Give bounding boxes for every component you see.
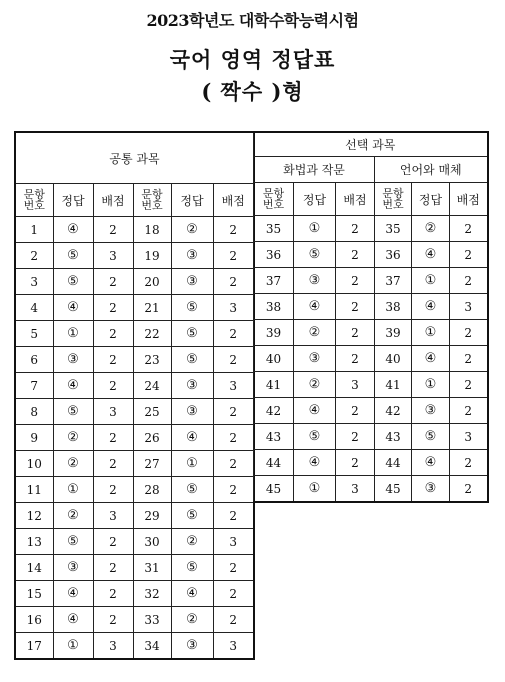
cell-points: 2	[213, 607, 254, 633]
cell-number: 39	[254, 320, 294, 346]
subject-title: 국어 영역 정답표	[169, 47, 336, 72]
col-header-points: 배점	[93, 184, 133, 217]
table-row	[254, 346, 488, 372]
cell-answer: ①	[412, 372, 450, 398]
table-row	[15, 425, 254, 451]
table-row	[15, 347, 254, 373]
common-section-header: 공통 과목	[15, 132, 254, 184]
cell-answer: ③	[294, 268, 336, 294]
cell-answer: ③	[171, 633, 213, 660]
col-header-answer: 정답	[53, 184, 93, 217]
col-header-number	[133, 184, 171, 217]
table-row	[15, 399, 254, 425]
cell-points: 2	[213, 243, 254, 269]
cell-number: 19	[133, 243, 171, 269]
cell-number: 24	[133, 373, 171, 399]
cell-answer: ④	[171, 581, 213, 607]
cell-points: 3	[93, 633, 133, 660]
cell-number: 44	[375, 450, 412, 476]
form-type: ( 짝수 )형	[201, 79, 304, 104]
cell-points: 2	[93, 477, 133, 503]
cell-number: 29	[133, 503, 171, 529]
cell-points: 2	[336, 320, 375, 346]
cell-number: 15	[15, 581, 53, 607]
cell-answer: ⑤	[171, 321, 213, 347]
elective-sub-b-header: 언어와 매체	[375, 157, 488, 183]
cell-number: 6	[15, 347, 53, 373]
table-row	[15, 269, 254, 295]
cell-points: 2	[336, 216, 375, 242]
cell-number: 45	[375, 476, 412, 503]
cell-points: 2	[450, 398, 488, 424]
cell-points: 3	[213, 373, 254, 399]
cell-points: 2	[93, 529, 133, 555]
cell-points: 2	[93, 321, 133, 347]
cell-points: 2	[450, 242, 488, 268]
cell-points: 2	[213, 503, 254, 529]
col-header-points: 배점	[213, 184, 254, 217]
cell-number: 12	[15, 503, 53, 529]
cell-answer: ④	[412, 294, 450, 320]
cell-answer: ②	[53, 425, 93, 451]
cell-points: 2	[336, 424, 375, 450]
cell-number: 39	[375, 320, 412, 346]
cell-answer: ⑤	[294, 242, 336, 268]
common-answer-table	[14, 131, 255, 660]
cell-points: 2	[450, 372, 488, 398]
cell-answer: ⑤	[53, 269, 93, 295]
cell-points: 2	[93, 295, 133, 321]
cell-answer: ④	[294, 398, 336, 424]
cell-number: 14	[15, 555, 53, 581]
cell-points: 2	[93, 555, 133, 581]
cell-number: 25	[133, 399, 171, 425]
cell-answer: ②	[412, 216, 450, 242]
cell-number: 40	[375, 346, 412, 372]
cell-points: 3	[213, 529, 254, 555]
table-row	[15, 295, 254, 321]
cell-answer: ④	[171, 425, 213, 451]
cell-points: 2	[213, 451, 254, 477]
cell-points: 2	[213, 477, 254, 503]
cell-points: 2	[213, 425, 254, 451]
cell-points: 2	[450, 450, 488, 476]
col-header-number	[254, 183, 294, 216]
cell-number: 26	[133, 425, 171, 451]
table-row	[254, 424, 488, 450]
cell-points: 2	[213, 217, 254, 243]
col-header-points: 배점	[450, 183, 488, 216]
table-row	[254, 476, 488, 503]
cell-answer: ①	[53, 477, 93, 503]
cell-points: 3	[93, 243, 133, 269]
cell-answer: ①	[53, 321, 93, 347]
table-row	[254, 242, 488, 268]
cell-points: 3	[213, 633, 254, 660]
cell-answer: ①	[171, 451, 213, 477]
cell-points: 2	[336, 294, 375, 320]
cell-number: 16	[15, 607, 53, 633]
cell-points: 2	[450, 320, 488, 346]
cell-number: 9	[15, 425, 53, 451]
table-row	[254, 294, 488, 320]
cell-answer: ①	[412, 320, 450, 346]
table-row	[254, 372, 488, 398]
cell-points: 2	[213, 399, 254, 425]
cell-answer: ②	[171, 217, 213, 243]
table-row	[15, 451, 254, 477]
cell-points: 3	[93, 503, 133, 529]
cell-points: 2	[93, 581, 133, 607]
cell-answer: ②	[53, 503, 93, 529]
cell-number: 22	[133, 321, 171, 347]
cell-answer: ③	[171, 269, 213, 295]
cell-number: 10	[15, 451, 53, 477]
cell-answer: ⑤	[294, 424, 336, 450]
cell-number: 35	[375, 216, 412, 242]
cell-number: 41	[375, 372, 412, 398]
cell-number: 5	[15, 321, 53, 347]
table-row	[254, 398, 488, 424]
exam-title: 2023학년도 대학수학능력시험	[146, 11, 359, 30]
cell-answer: ②	[294, 320, 336, 346]
cell-number: 31	[133, 555, 171, 581]
cell-points: 2	[450, 268, 488, 294]
cell-number: 28	[133, 477, 171, 503]
table-row	[15, 477, 254, 503]
cell-number: 20	[133, 269, 171, 295]
cell-answer: ④	[412, 450, 450, 476]
cell-answer: ④	[53, 295, 93, 321]
elective-sub-a-header: 화법과 작문	[254, 157, 375, 183]
table-row	[15, 581, 254, 607]
cell-answer: ②	[171, 607, 213, 633]
cell-answer: ⑤	[171, 347, 213, 373]
cell-answer: ④	[294, 294, 336, 320]
cell-number: 11	[15, 477, 53, 503]
cell-answer: ⑤	[171, 503, 213, 529]
cell-answer: ③	[412, 476, 450, 503]
cell-answer: ①	[53, 633, 93, 660]
col-header-number-text: 문항 번호	[141, 188, 163, 212]
cell-points: 2	[450, 346, 488, 372]
cell-answer: ①	[294, 216, 336, 242]
table-row	[254, 268, 488, 294]
table-row	[254, 450, 488, 476]
cell-answer: ④	[53, 373, 93, 399]
table-row	[15, 243, 254, 269]
cell-points: 2	[336, 346, 375, 372]
cell-number: 45	[254, 476, 294, 503]
cell-number: 38	[375, 294, 412, 320]
table-row	[254, 320, 488, 346]
cell-answer: ③	[171, 399, 213, 425]
table-row	[15, 503, 254, 529]
cell-answer: ⑤	[53, 243, 93, 269]
cell-points: 2	[336, 398, 375, 424]
cell-answer: ⑤	[412, 424, 450, 450]
col-header-points: 배점	[336, 183, 375, 216]
cell-points: 2	[213, 581, 254, 607]
cell-points: 2	[450, 216, 488, 242]
cell-points: 2	[450, 476, 488, 503]
cell-points: 2	[93, 607, 133, 633]
elective-answer-table	[253, 131, 489, 503]
cell-points: 2	[336, 450, 375, 476]
col-header-answer: 정답	[171, 184, 213, 217]
cell-number: 41	[254, 372, 294, 398]
cell-points: 2	[213, 555, 254, 581]
cell-answer: ④	[53, 607, 93, 633]
cell-points: 2	[213, 347, 254, 373]
cell-number: 32	[133, 581, 171, 607]
col-header-answer: 정답	[294, 183, 336, 216]
cell-number: 42	[254, 398, 294, 424]
cell-number: 40	[254, 346, 294, 372]
table-row	[15, 321, 254, 347]
cell-number: 36	[254, 242, 294, 268]
cell-points: 2	[213, 269, 254, 295]
cell-number: 23	[133, 347, 171, 373]
cell-number: 36	[375, 242, 412, 268]
cell-points: 2	[336, 242, 375, 268]
cell-number: 38	[254, 294, 294, 320]
cell-number: 2	[15, 243, 53, 269]
cell-number: 35	[254, 216, 294, 242]
cell-number: 3	[15, 269, 53, 295]
cell-points: 2	[93, 425, 133, 451]
cell-points: 3	[213, 295, 254, 321]
cell-points: 2	[336, 268, 375, 294]
cell-answer: ③	[171, 373, 213, 399]
cell-answer: ③	[53, 555, 93, 581]
cell-answer: ①	[412, 268, 450, 294]
cell-answer: ⑤	[171, 555, 213, 581]
cell-number: 43	[375, 424, 412, 450]
elective-section-header: 선택 과목	[254, 132, 488, 157]
cell-points: 2	[93, 373, 133, 399]
cell-answer: ⑤	[53, 529, 93, 555]
cell-number: 42	[375, 398, 412, 424]
cell-answer: ④	[53, 217, 93, 243]
cell-number: 18	[133, 217, 171, 243]
cell-answer: ④	[412, 242, 450, 268]
cell-number: 33	[133, 607, 171, 633]
cell-number: 37	[254, 268, 294, 294]
cell-answer: ③	[171, 243, 213, 269]
cell-number: 30	[133, 529, 171, 555]
cell-answer: ②	[294, 372, 336, 398]
col-header-answer: 정답	[412, 183, 450, 216]
cell-points: 3	[450, 294, 488, 320]
cell-answer: ④	[53, 581, 93, 607]
cell-points: 3	[336, 476, 375, 503]
col-header-number	[375, 183, 412, 216]
cell-answer: ④	[412, 346, 450, 372]
cell-answer: ②	[53, 451, 93, 477]
table-row	[15, 373, 254, 399]
col-header-number	[15, 184, 53, 217]
cell-points: 2	[93, 269, 133, 295]
cell-number: 21	[133, 295, 171, 321]
cell-number: 44	[254, 450, 294, 476]
cell-points: 2	[93, 217, 133, 243]
cell-answer: ①	[294, 476, 336, 503]
col-header-number-text: 문항 번호	[382, 187, 404, 211]
table-row	[15, 607, 254, 633]
col-header-number-text: 문항 번호	[23, 188, 45, 212]
table-row	[15, 555, 254, 581]
col-header-number-text: 문항 번호	[262, 187, 285, 211]
cell-points: 3	[450, 424, 488, 450]
cell-answer: ⑤	[171, 295, 213, 321]
cell-number: 37	[375, 268, 412, 294]
table-row	[15, 529, 254, 555]
cell-points: 3	[93, 399, 133, 425]
cell-answer: ②	[171, 529, 213, 555]
cell-answer: ③	[53, 347, 93, 373]
cell-number: 4	[15, 295, 53, 321]
cell-answer: ③	[412, 398, 450, 424]
cell-points: 2	[93, 451, 133, 477]
cell-answer: ④	[294, 450, 336, 476]
cell-points: 2	[93, 347, 133, 373]
cell-answer: ⑤	[53, 399, 93, 425]
table-row	[15, 217, 254, 243]
cell-number: 17	[15, 633, 53, 660]
cell-number: 7	[15, 373, 53, 399]
cell-number: 13	[15, 529, 53, 555]
table-row	[15, 633, 254, 660]
cell-number: 1	[15, 217, 53, 243]
cell-number: 27	[133, 451, 171, 477]
table-row	[254, 216, 488, 242]
cell-number: 8	[15, 399, 53, 425]
cell-points: 3	[336, 372, 375, 398]
cell-answer: ③	[294, 346, 336, 372]
cell-points: 2	[213, 321, 254, 347]
cell-number: 43	[254, 424, 294, 450]
cell-answer: ⑤	[171, 477, 213, 503]
cell-number: 34	[133, 633, 171, 660]
